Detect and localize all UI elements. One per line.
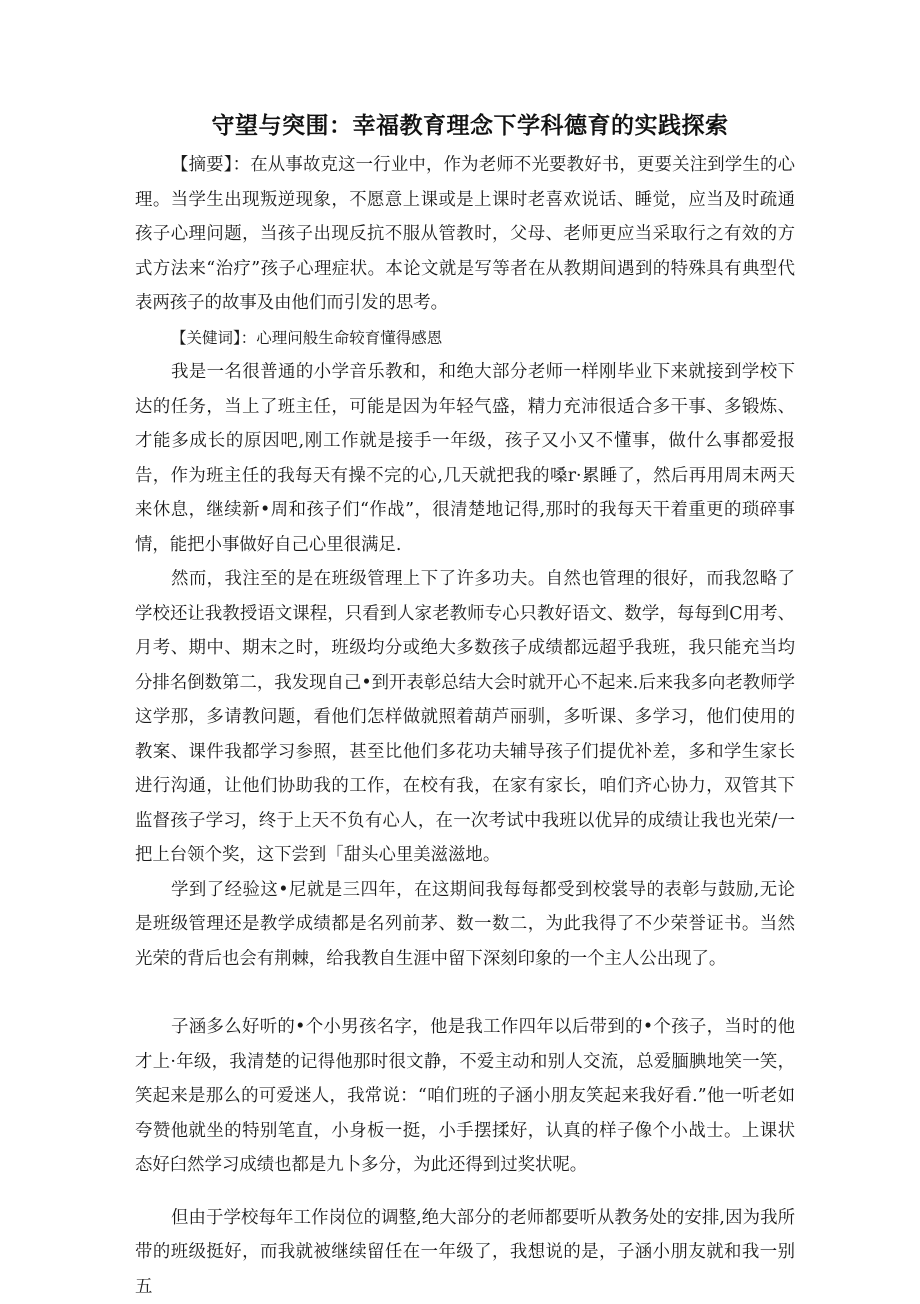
- body-paragraph: 我是一名很普通的小学音乐教和，和绝大部分老师一样刚毕业下来就接到学校下达的任务，当上了班主任，可能是因为年轻气盛，精力充沛很适合多干事、多锻炼、才能多成长的原因吧,刚工作就是接手一年级，孩子又小又不懂事，做什么事都爱报告，作为班主任的我每天有操不完的心,几天就把我的嗓r·累睡了，然后再用周末两天来休息，继续新•周和孩子们“作战”，很清楚地记得,那时的我每天干着重更的琐碎事情，能把小事做好自己心里很满足.: [135, 355, 795, 562]
- paragraph-spacer: [135, 976, 795, 1010]
- body-paragraph: 子涵多么好听的•个小男孩名字，他是我工作四年以后带到的•个孩子，当时的他才上·年级，我清楚的记得他那时很文静，不爱主动和别人交流，总爱腼腆地笑一笑，笑起来是那么的可爱迷人，我常说：“咱们班的子涵小朋友笑起来我好看.”他一听老如夸赞他就坐的特别笔直，小身板一挺，小手摆揉好，认真的样子像个小战士。上课状态好臼然学习成绩也都是九卜多分，为此还得到过奖状呢。: [135, 1010, 795, 1183]
- body-paragraph: 学到了经验这•尼就是三四年，在这期间我每每都受到校裳导的表彰与鼓励,无论是班级管理还是教学成绩都是名列前茅、数一数二，为此我得了不少荣誉证书。当然光荣的背后也会有荆棘，给我教自生涯中留下深刻印象的一个主人公出现了。: [135, 873, 795, 977]
- keywords-line: 【关健词】：心理问般生命较育懂得感恩: [135, 321, 795, 356]
- document-page: [135, 108, 795, 1304]
- document-title: 守望与突围：幸福教育理念下学科德育的实践探索: [135, 108, 795, 144]
- paragraph-spacer: [135, 1183, 795, 1201]
- abstract-paragraph: 【摘要】：在从事故克这一行业中，作为老师不光要教好书，更要关注到学生的心理。当学生出现叛逆现象，不愿意上课或是上课时老喜欢说话、睡觉，应当及时疏通孩子心理问题，当孩子出现反抗不服从管教时，父母、老师更应当采取行之有效的方式方法来“治疗”孩子心理症状。本论文就是写等者在从教期间遇到的特殊具有典型代表两孩子的故事及由他们而引发的思考。: [135, 148, 795, 321]
- body-paragraph: 然而，我注至的是在班级管理上下了许多功夫。自然也管理的很好，而我忽略了学校还让我教授语文课程，只看到人家老教师专心只教好语文、数学，每每到C用考、月考、期中、期末之时，班级均分或绝大多数孩子成绩都远超乎我班，我只能充当均分排名倒数第二，我发现自己•到开表彰总结大会时就开心不起来.后来我多向老教师学这学那，多请教问题，看他们怎样做就照着葫芦丽驯，多听课、多学习，他们使用的教案、课件我都学习参照，甚至比他们多花功夫辅导孩子们提优补差，多和学生家长进行沟通，让他们协助我的工作，在校有我，在家有家长，咱们齐心协力，双管其下监督孩子学习，终于上天不负有心人，在一次考试中我班以优异的成绩让我也光荣/一把上台领个奖，这下尝到「甜头心里美滋滋地。: [135, 562, 795, 873]
- body-paragraph: 但由于学校每年工作岗位的调整,绝大部分的老师都要听从教务处的安排,因为我所带的班级挺好，而我就被继续留任在一年级了，我想说的是，子涵小朋友就和我一别五: [135, 1201, 795, 1304]
